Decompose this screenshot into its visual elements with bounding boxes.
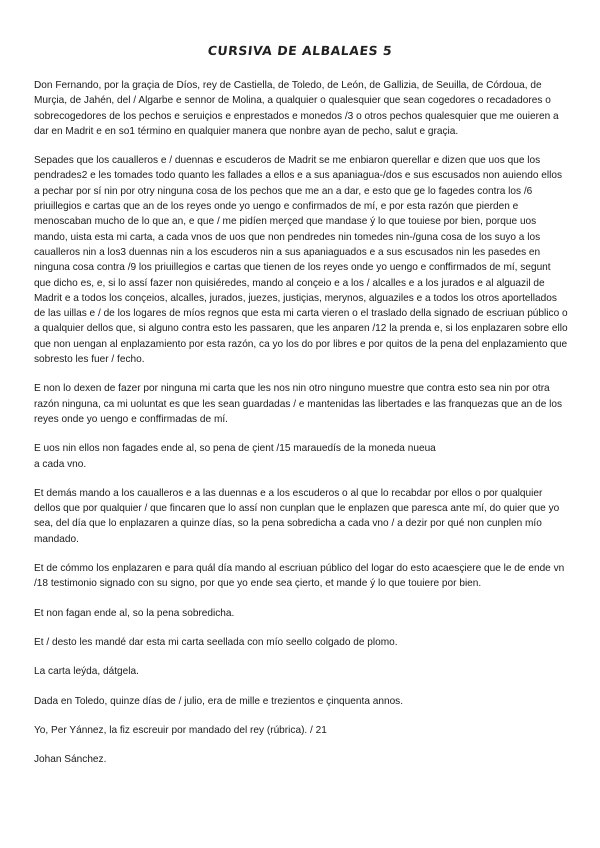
- paragraph-no-exception: E non lo dexen de fazer por ninguna mi carta que les nos nin otro ninguno muestre que contra esto sea nin por otra razón ninguna, ca mi uoluntat es que les sean guardadas / e mantenidas las libertades e las franquezas que an de los reyes onde yo uengo e conffirmadas de mí.: [34, 383, 563, 425]
- paragraph-complaint: Sepades que los caualleros e / duennas e escuderos de Madrit se me enbiaron querellar e dizen que uos que los pendrades2 e les tomades todo quanto les fallades a ellos e a sus apaniagua-/dos e sus escusados non auiendo ellos a pechar por sí nin por otry ninguna cosa de los pechos que me an a dar, e esto que ge lo fagedes contra los /6 priuillegios e cartas que an de los reyes onde yo uengo e confirmados de mí, e por esta razón que pierden e menoscaban mucho de lo que an, e que / me pidíen merçed que mandase ý lo que touiese por bien, porque uos mando, uista esta mi carta, a cada vnos de uos que non pendredes nin tomedes nin-/guna cosa de los suyo a los caualleros nin a los3 duennas nin a los escuderos nin a sus apaniaguados e a sus escusados nin les pasedes en ninguna cosa contra /9 los priuillegios e cartas que tienen de los reyes onde yo uengo e conffirmados de mí, segunt que dicho es, e, si lo assí fazer non quisiéredes, mando al conçeio e a los / alcalles e a los jurados e al alguazil de Madrit e a todos los conçeios, alcalles, jurados, juezes, justiçias, merynos, alguaziles e a todos los otros aportellados de las uillas e / de los logares de míos regnos que esta mi carta vieren o el traslado della signado de escriuan público o a qualquier dellos que, si alguno contra esto les passaren, que les anparen /12 la prenda e, si los enplazaren sobre ello que non uengan al enplazamiento por esta razón, ca yo los do por libres e por quitos de la pena del enplazamiento que sobresto les fuer / fecho.: [34, 155, 568, 366]
- paragraph-summons: Et demás mando a los caualleros e a las duennas e a los escuderos o al que lo recabdar por ellos o por qualquier dellos que por qualquier / que fincaren que lo assí non cunplan que le enplazen que paresca ante mí, do quier que yo sea, del día que lo enplazaren a quinze días, so la pena sobredicha a cada vno / a dezir por qué non cunplen mío mandado.: [34, 487, 560, 545]
- paragraph-penalty: E uos nin ellos non fagades ende al, so pena de çient /15 marauedís de la moneda nueua a cada vno.: [34, 443, 436, 470]
- paragraph-seal: Et / desto les mandé dar esta mi carta seellada con mío seello colgado de plomo.: [34, 636, 398, 648]
- paragraph-salutation: Don Fernando, por la graçia de Díos, rey de Castiella, de Toledo, de León, de Gallizia, de Seuilla, de Córdoua, de Murçia, de Jahén, del / Algarbe e sennor de Molina, a qualquier o qualesquier que sean cogedores o recadadores o sobrecogedores de los pechos e seruiçios e enprestados e monedos /3 o otros pechos qualesquier que me ouieren a dar en Madrit e en so1 término en qualquier manera que nonbre ayan de pecho, salut e graçia.: [34, 80, 559, 137]
- document-body: [34, 78, 568, 781]
- paragraph-signature: Johan Sánchez.: [34, 754, 107, 766]
- paragraph-scribe: Yo, Per Yánnez, la fiz escreuir por mandado del rey (rúbrica). / 21: [34, 724, 327, 736]
- paragraph-read: La carta leýda, dátgela.: [34, 666, 139, 678]
- paragraph-penalty-repeat: Et non fagan ende al, so la pena sobredicha.: [34, 607, 235, 619]
- paragraph-date: Dada en Toledo, quinze días de / julio, era de mille e trezientos e çinquenta annos.: [34, 695, 404, 707]
- paragraph-testimony: Et de cómmo los enplazaren e para quál día mando al escriuan público del logar do esto acaesçiere que le de ende vn /18 testimonio signado con su signo, por que yo ende sea çierto, et mande ý lo que touiere por bien.: [34, 563, 565, 590]
- document-title: CURSIVA DE ALBALAES 5: [207, 43, 393, 58]
